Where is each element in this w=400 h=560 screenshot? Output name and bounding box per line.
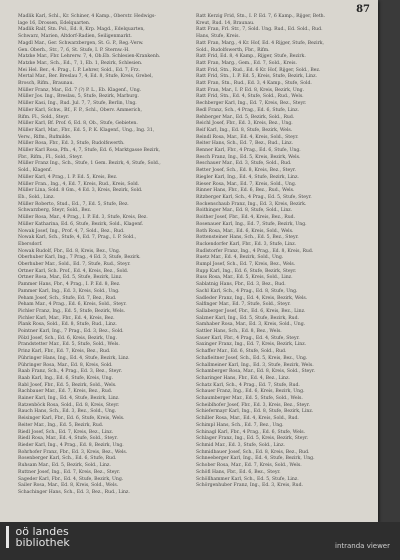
directory-entry-line: Matzke Mar., Fbr. Lehrerw. 7, 4, Ob.Eb. Schlesien-Krankenh. (18, 54, 161, 60)
directory-entry-line: Ratt Fran, Stn., Rud., Ed. 3, 4 Kamp., Stufe, Sold. (196, 81, 312, 87)
directory-entry-line: Madlik Karl, Schl., Kr. Schiner, 4 Kamp., Oberstr. Hedwigs- (18, 14, 156, 19)
directory-entry-line: Reiter Hans, Sch., Ed. 7, Bez., Rud., Linz. (196, 141, 293, 147)
directory-entry-line: Ortner Karl, Sch. Prof., Ed. 4, Kreis, Bez., Sold. (18, 268, 129, 274)
directory-entry-line: Reisinger Karl, Fbr., Ed. 6, Stufe, Kreis, Wels. (18, 416, 125, 422)
directory-entry-line: Matzke Mar., Sch., Ed., 7, 1, Eb. 1, Bezirk, Schlesien. (18, 60, 143, 66)
directory-entry-line: Rohrhofer Franz, Fbr., Ed. 3, Kreis, Bez., Wels. (18, 449, 128, 455)
directory-entry-line: Ruttner Josef, Ing., Ed. 7, Kreis, Bez., Steyr. (18, 469, 121, 475)
directory-entry-line: Sachl Karl, Sch., 4 Prag., Ed. 8, Stufe, Ung. (196, 288, 298, 294)
directory-entry-line: Müller Rosa, Mar., 4 Prag., I. P. Ed. 3, Stufe, Kreis, Bez. (18, 215, 148, 221)
directory-entry-line: Ratt Frid, Stn., I. P. Ed. 5, Kreis, Stufe, Bezirk, Linz. (196, 74, 317, 80)
directory-entry-line: Verw., Rifm., Rufmilde. (18, 134, 72, 140)
directory-entry-line: Ruhsam Mar., Ed. 5, Bezirk, Sold., Linz. (18, 463, 111, 469)
directory-entry-line: Ratt Fran, Marg., 4 Kr. Hof, Ed. 4 Rijger, Stufe, Bezirk, (196, 40, 325, 46)
directory-entry-line: Pichler Franz, Ing., Ed. 5, Stufe, Bezirk, Wels. (18, 308, 126, 314)
directory-entry-line: Salfinger Mar., Ed. 7, Stufe, Sold., Steyr. (196, 302, 291, 308)
directory-entry-line: Sold., Klagenf. (18, 168, 52, 174)
directory-entry-line: Rehberger Mar., Ed. 5, Bezirk, Sold., Rud. (196, 114, 295, 120)
directory-entry-line: Pölzl Josef, Sch., Ed. 6, Kreis, Bezirk, Ung. (18, 335, 117, 341)
directory-entry-line: Pühringer Rosa, Mar., Ed. 8, Kreis, Sold. (18, 362, 113, 368)
directory-entry-line: Rabl Josef, Fbr., Ed. 5, Bezirk, Sold., Wels. (18, 382, 117, 388)
directory-entry-line: Ratt Kerzig Frid, Stn., I. P. Ed. 7, 6 Kamp., Rijger, Beth. (196, 14, 326, 19)
directory-entry-line: Sauer Karl, Fbr., 4 Prag., Ed. 4, Stufe, Steyr. (196, 335, 300, 341)
directory-entry-line: Pammer Hans, Fbr., 4 Prag., I. P. Ed. 8, Bez. (18, 282, 121, 288)
directory-entry-line: Schiefermayr Karl, Ing., Ed. 8, Stufe, Bezirk, Linz. (196, 409, 314, 415)
directory-entry-line: Schatz Karl, Sch., 4 Prag., Ed. 7, Stufe, Rud. (196, 382, 300, 388)
directory-entry-line: Schober Rosa, Mar., Ed. 7, Kreis, Sold., Wels. (196, 463, 302, 469)
directory-entry-line: Schamberger Rosa, Mar., Ed. 8, Kreis, Sold., Steyr. (196, 369, 316, 375)
directory-entry-line: Schöfl Hans, Fbr., Ed. 6, Bez., Steyr. (196, 469, 281, 475)
directory-entry-line: Müller Lina, Sold. 8 Gm., 4 Ed. 3, Kreis, Bezirk, Sold. (18, 188, 143, 194)
directory-entry-line: Rumpl Josef, Sch., Ed. 7, Kreis, Bez., Wels. (196, 262, 296, 268)
directory-entry-line: Schwarzberg, Steyr, Sold., Bez. (18, 208, 92, 214)
directory-entry-line: Schneeberger Karl, Ing., Ed. 4, Stufe, Bezirk, Ung. (196, 456, 315, 462)
directory-entry-line: Schimpl Hans, Sch., Ed. 7, Bez., Ung. (196, 422, 284, 428)
directory-entry-line: Riegler Karl, Ing., Ed. 4, Stufe, Bezirk, Linz. (196, 174, 299, 180)
left-column (18, 14, 188, 497)
directory-entry-line: Scheiblhofer Josef, Fbr., Ed. 3, Kreis, Bez., Steyr. (196, 402, 310, 408)
viewer-footer (0, 522, 400, 560)
directory-entry-line: Brosch, Rifm., Braunau. (18, 81, 74, 87)
directory-entry-line: Ruckendorfer Karl, Fbr., Ed. 3, Stufe, Linz. (196, 241, 297, 247)
directory-entry-line: Ratt Frid, Stn., Ed. 4, Stufe, Sold., Rud., Wels. (196, 94, 304, 100)
directory-entry-line: Resch Franz, Ing., Ed. 5, Kreis, Bezirk, Wels. (196, 154, 301, 160)
directory-entry-line: Ortner Rosa, Mar., Ed. 5, Stufe, Bezirk, Linz. (18, 275, 123, 281)
directory-entry-line: Schmidbauer Josef, Sch., Ed. 8, Kreis, Bez., Rud. (196, 449, 310, 455)
directory-entry-line: Fbr., Rifm., Fl., Sold., Steyr. (18, 154, 83, 160)
directory-entry-line: Sageder Karl, Fbr., Ed. 4, Stufe, Bezirk, Ung. (18, 476, 124, 482)
directory-entry-line: Müller Rosa, Fbr., Ed. 3, Stufe, Rudolfswerth. (18, 141, 125, 147)
directory-entry-line: Sailer Rosa, Mar., Ed. 8, Kreis, Sold., Wels. (18, 483, 119, 489)
directory-entry-line: Sold., Rudolfswerth, Fbr., Rifm. (196, 47, 270, 53)
directory-entry-line: Müller Katharina, Ed. 6, Stufe, Bezirk, Sold., Klagenf. (18, 221, 144, 227)
directory-entry-line: Saxinger Franz, Ing., Ed. 7, Kreis, Bezirk, Linz. (196, 342, 307, 348)
directory-entry-line: Rottensteiner Hans, Sch., Ed. 5, Bez., Steyr. (196, 235, 299, 241)
directory-entry-line: Prinz Karl, Fbr., Ed. 7, Kreis, Bez., Rud. (18, 349, 111, 355)
directory-entry-line: Schörgenhuber Franz, Ing., Ed. 3, Kreis, Rud. (196, 483, 303, 489)
directory-entry-line: Rosenauer Karl, Ing., Ed. 7, Stufe, Bezirk, Ung. (196, 221, 307, 227)
directory-entry-line: Ratzenböck Rosa, Sold., Ed. 8, Kreis, Steyr. (18, 402, 120, 408)
directory-entry-line: Mertal Mar., Ber. Breslau 7, 4, Ed. 8, Stufe, Kreis, Grebel, (18, 74, 153, 80)
directory-entry-line: Rechberger Karl, Ing., Ed. 7, Kreis, Bez., Steyr. (196, 101, 307, 107)
directory-entry-line: Schallmeiner Karl, Ing., Ed. 3, Stufe, Bezirk, Wels. (196, 362, 314, 368)
directory-entry-line: Reschauer Mar., Ed. 3, Stufe, Sold., Rud. (196, 161, 292, 167)
directory-entry-line: Sablatnig Hans, Fbr., Ed. 3, Bez., Rud. (196, 282, 286, 288)
directory-entry-line: Kreut, Rud. 14, Braunau. (196, 20, 255, 26)
directory-entry-line: Pühringer Hans, Ing., Ed. 4, Stufe, Bezirk, Linz. (18, 355, 130, 361)
directory-entry-line: Rinner Hans, Fbr., Ed. 6, Bez., Rud., Wels. (196, 188, 295, 194)
directory-entry-line: Rudlstorfer Franz, Ing., 4 Prag., Ed. 8, Kreis, Rud. (196, 248, 314, 254)
directory-entry-line: Roth Rosa, Mar., Ed. 6, Kreis, Sold., Wels. (196, 228, 294, 234)
directory-entry-line: Schaumberger Mar., Ed. 5, Stufe, Sold., Wels. (196, 396, 303, 402)
directory-entry-line: Ratt Fran, Frl. Str., 7, Sold. Ung. Rud., Ed. Sold., Rud. (196, 27, 323, 33)
directory-entry-line: Eb., Sold., Linz. (18, 194, 55, 200)
directory-entry-line: Müller Franz Ing., Sch., Stufe, 1 Gem. Bezirk, 4, Stufe, Sold., (18, 161, 161, 167)
directory-entry-line: Retter Josef, Sch., Ed. 8, Kreis, Bez., Steyr. (196, 168, 296, 174)
directory-entry-line: Rifm. Fl., Sold., Steyr. (18, 114, 70, 120)
directory-entry-line: Rockenschaub Franz, Ing., Ed. 3, Kreis, Bezirk. (196, 201, 307, 207)
directory-entry-line: Plank Rosa, Sold., Ed. 8, Stufe, Rud., Linz. (18, 322, 117, 328)
directory-entry-line: Reichl Josef, Fbr., Ed. 3, Kreis, Bez., Ung. (196, 121, 293, 127)
directory-entry-line: Pointner Karl, Ing., 7 Prag., Ed. 3, Bez., Sold. (18, 329, 124, 335)
logo-text (16, 526, 70, 548)
viewer-label[interactable]: intranda viewer (335, 542, 390, 550)
directory-entry-line: Salzner Karl, Ing., Ed. 5, Stufe, Bezirk, Rud. (196, 315, 300, 321)
directory-entry-line: Ratt Frid, Stn., Rud., Ed. 6 Kr. Hof, Rijger, Sold., Bez. (196, 67, 321, 73)
directory-entry-line: Nowak Rudolf, Fbr., Ed. 8, Kreis, Bez., Ung. (18, 248, 121, 254)
directory-entry-line: Ritzberger Karl, Sch., 4 Prag., Ed. 5, Stufe, Steyr. (196, 194, 312, 200)
directory-entry-line: Rauch Hans, Sch., Ed. 3, Bez., Sold., Ung. (18, 409, 117, 415)
directory-entry-line: Rupp Karl, Ing., Ed. 6, Stufe, Bezirk, Steyr. (196, 268, 297, 274)
directory-entry-line: Reif Karl, Ing., Ed. 8, Stufe, Bezirk, Wels. (196, 127, 293, 133)
directory-entry-line: Sallaberger Josef, Fbr., Ed. 6, Kreis, Bez., Linz. (196, 308, 306, 314)
directory-entry-line: Nowak Karl, Sch., Stufe, 4, Ed. 7, Prag., I. P. Sold., (18, 235, 137, 241)
directory-entry-line: Scharinger Hans, Fbr., Ed. 4, Bez., Linz. (196, 375, 290, 381)
page-number: 87 (356, 4, 370, 15)
directory-entry-line: Rieder Karl, Ing., 4 Prag., Ed. 8, Bezirk, Ung. (18, 443, 124, 448)
directory-entry-line: Schwarz, Marien, Altdorf-Radien, Seiligenmarkt. (18, 34, 132, 40)
directory-entry-line: Redl Franz, Sch., 4 Prag., Ed. 6, Stufe, Linz. (196, 107, 299, 113)
library-logo[interactable] (6, 526, 70, 548)
directory-entry-line: Hans, Stufe, Kreis. (196, 34, 240, 40)
directory-entry-line: Müller Franz, Mar., Ed. 7 (?) P. L., Eb. Klagenf., Ung. (18, 87, 142, 93)
directory-entry-line: Oberhuber Karl, Ing., 7 Prag., 4 Ed. 3, Stufe, Bezirk. (18, 255, 141, 261)
directory-entry-line: Peham Mar., 4 Prag., Ed. 6, Kreis, Sold., Steyr. (18, 302, 127, 308)
directory-entry-line: Russ Rosa, Mar., Ed. 5, Kreis, Sold., Linz. (196, 275, 293, 281)
directory-entry-line: Ruetz Mar., Ed. 4, Bezirk, Sold., Ung. (196, 255, 284, 261)
directory-entry-line: Nowak Josef, Ing., Prof. 4, 7, Sold., Bez., Rud. (18, 228, 125, 234)
directory-entry-line: Sattler Hans, Sch., Ed. 8, Bez., Wels. (196, 329, 282, 335)
directory-entry-line: Ratt Frid, Ed. 8, 4 Kamp., Rijger, Stufe, Bezirk. (196, 54, 306, 60)
directory-entry-line: Rainer Karl, Ing., Ed. 4, Stufe, Bezirk, Linz. (18, 396, 120, 402)
directory-entry-line: Reindl Rosa, Mar., Ed. 4, Kreis, Sold., Steyr. (196, 134, 299, 140)
directory-entry-line: Ebersdorf. (18, 241, 43, 247)
directory-entry-line: Samhaber Rosa, Mar., Ed. 3, Kreis, Sold., Ung. (196, 322, 306, 328)
logo-line-1: oö landes (15, 525, 69, 538)
directory-entry-line: Müller Kasi, Ing., Rud. Jul. 7, 7, Stufe, Berlin, Ung. (18, 101, 137, 107)
directory-entry-line: Roithinger Mar., Ed. 8, Stufe, Sold., Linz. (196, 208, 293, 214)
directory-entry-line: Prandstetter Mar., Ed. 5, Stufe, Sold., Wels. (18, 342, 120, 348)
directory-entry-line: Rachbauer Mar., Ed. 7, Kreis, Bez., Rud. (18, 389, 113, 395)
directory-entry-line: Schafleitner Josef, Sch., Ed. 5, Kreis, Bez., Ung. (196, 355, 308, 361)
directory-entry-line: Schinagl Karl, Fbr., 4 Prag., Ed. 6, Stufe, Wels. (196, 429, 306, 435)
directory-entry-line: Müller Karl Rosa, Pfn., 4, 7, Stufe, Ed. 6, Marktgasse Bezirk, (18, 148, 160, 154)
directory-entry-line: Oberhuber Mar., Sold., Ed. 7, Stufe, Rud., Steyr. (18, 262, 131, 268)
directory-entry-line: Peham Josef, Sch., Stufe, Ed. 7, Bez., Rud. (18, 295, 117, 301)
directory-entry-line: Müller Karl, Bf. Prof. 6, Ed. 8, Ob., Stufe, Gebieten. (18, 121, 138, 127)
directory-entry-line: Schachinger Hans, Sch., Ed. 3, Bez., Rud., Linz. (18, 489, 130, 495)
directory-entry-line: Riedl Josef, Sch., Ed. 7, Kreis, Bez., Linz. (18, 429, 114, 435)
directory-entry-line: Schöllhammer Karl, Sch., Ed. 5, Stufe, Linz. (196, 476, 299, 482)
directory-entry-line: Roither Josef, Fbr., Ed. 4, Kreis, Bez., Rud. (196, 215, 296, 221)
directory-entry-line: Gen. Oberh., Str., 7, 6, St. Stufe, I. P. Sternw.-H. (18, 47, 130, 53)
directory-entry-line: Ratt Fran, Mar., I. P. Ed. 8, Kreis, Bezirk, Ung. (196, 87, 305, 93)
directory-entry-line: Ratt Fran, Marg., Gem., Ed. 7, Sold., Kreis. (196, 60, 297, 66)
directory-entry-line: Raab Karl, Ing., Ed. 6, Stufe, Kreis, Ung. (18, 375, 113, 381)
directory-entry-line: Sadleder Franz, Ing., Ed. 4, Kreis, Bezirk, Wels. (196, 295, 308, 301)
logo-line-2: bibliothek (15, 536, 70, 549)
directory-entry-line: Pichler Karl, Mar., Fbr., Ed. 4, Kreis, Bez. (18, 315, 115, 321)
directory-entry-line: Madlik Ralf, Stn. Pol., Ed. 8, Krp. Magd., Edelquarten, (18, 27, 145, 33)
directory-entry-line: Schmid Mar., Ed. 3, Stufe, Sold., Linz. (196, 443, 285, 448)
directory-entry-line: Magdl Mar., Ger. Schwarzbergen, St. G. P., Reg.-Verw. (18, 40, 144, 46)
directory-entry-line: Mei Hel. Ber., 4. Prag., I. P. Lehrer, Sold., Ed. 7, Frz. (18, 67, 140, 73)
directory-entry-line: Müller Karl, Schw., Bf., F. P., Schl., Oberv. Ammerich, (18, 107, 142, 113)
right-column (196, 14, 366, 490)
directory-entry-line: Müller Jos. Ing., Breslau, 5, Stufe, Bezirk, Marburg. (18, 94, 139, 100)
directory-entry-line: Müller Karl, 4 Prag., I. P. Ed. 5, Kreis, Bez. (18, 174, 118, 180)
directory-entry-line: Schauer Franz, Ing., Ed. 6, Kreis, Bezirk, Ung. (196, 389, 305, 395)
directory-entry-line: Riedl Rosa, Mar., Ed. 4, Stufe, Sold., Steyr. (18, 436, 118, 442)
directory-entry-line: lage 16, Drossen, Edelquarten. (18, 20, 91, 26)
directory-entry-line: Rosenberger Karl, Sch., Ed. 6, Stufe, Rud. (18, 456, 117, 462)
directory-entry-line: Müller Karl, Mar., Fbr., Ed. 5, P. K. Klagenf., Ung., Ing. 31, (18, 127, 155, 133)
logo-bar-icon (6, 526, 9, 548)
directory-entry-line: Renner Karl, Fbr., 4 Prag., Ed. 6, Stufe, Ung. (196, 148, 301, 154)
directory-entry-line: Schiller Rosa, Mar., Ed. 4, Kreis, Sold., Rud. (196, 416, 299, 422)
directory-entry-line: Müller Fran., Ing., 4, Ed. 7, Kreis, Rud., Kreis, Sold. (18, 181, 140, 187)
directory-entry-line: Pammer Karl, Ing., Ed. 3, Kreis, Sold., Ung. (18, 288, 120, 294)
directory-entry-line: Rieser Rosa, Mar., Ed. 7, Kreis, Sold., Ung. (196, 181, 297, 187)
directory-entry-line: Schlager Franz, Ing., Ed. 5, Kreis, Bezirk, Steyr. (196, 436, 309, 442)
directory-entry-line: Reiter Mar., Ing., Ed. 5, Bezirk, Rud. (18, 422, 104, 428)
directory-entry-line: Schaffer Mar., Ed. 6, Stufe, Sold., Rud. (196, 349, 287, 355)
directory-entry-line: Raab Franz, Sch., 4 Prag., Ed. 3, Bez., Steyr. (18, 369, 123, 375)
directory-entry-line: Müller Roberto, Stud., Ed., 7, Ed. 5, Stufe, Bez. (18, 201, 129, 207)
